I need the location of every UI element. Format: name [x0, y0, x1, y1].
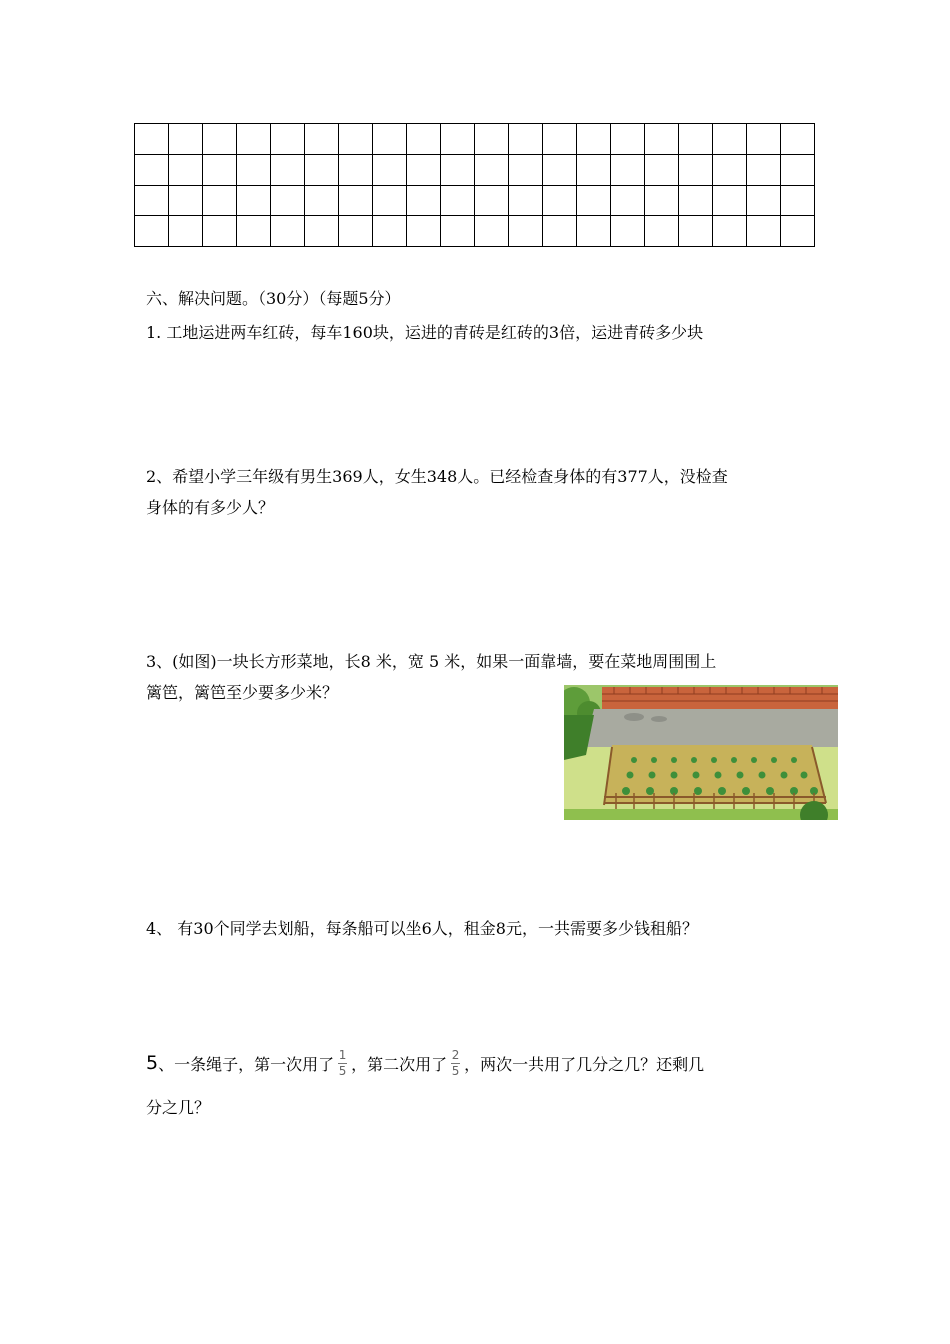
grid-cell [781, 154, 815, 185]
grid-cell [781, 185, 815, 216]
grid-cell [169, 185, 203, 216]
grid-cell [713, 216, 747, 247]
question-3-line-2: 篱笆，篱笆至少要多少米？ [146, 683, 339, 702]
grid-cell [441, 154, 475, 185]
grid-cell [611, 185, 645, 216]
grid-cell [679, 216, 713, 247]
vegetable-garden-illustration [564, 685, 838, 820]
grid-cell [747, 154, 781, 185]
grid-cell [577, 185, 611, 216]
question-5-line-1 [146, 1043, 704, 1083]
fraction-two-fifths [451, 1048, 460, 1079]
grid-cell [577, 124, 611, 155]
grid-cell [747, 185, 781, 216]
grid-cell [271, 216, 305, 247]
grid-cell [475, 124, 509, 155]
grid-cell [203, 185, 237, 216]
grid-cell [475, 154, 509, 185]
fraction-numerator: 1 [338, 1047, 347, 1062]
grid-cell [339, 216, 373, 247]
grid-cell [543, 154, 577, 185]
grid-cell [271, 124, 305, 155]
grid-cell [373, 216, 407, 247]
grid-cell [441, 124, 475, 155]
grid-row [135, 124, 815, 155]
grid-cell [169, 154, 203, 185]
grid-cell [135, 154, 169, 185]
grid-cell [271, 154, 305, 185]
grid-cell [441, 216, 475, 247]
grid-cell [509, 154, 543, 185]
grid-cell [407, 124, 441, 155]
grid-cell [611, 154, 645, 185]
grid-cell [645, 124, 679, 155]
question-5-text-part-2: ，第二次用了 [351, 1054, 448, 1074]
question-5-text-part-1: 、一条绳子，第一次用了 [158, 1054, 335, 1074]
grid-cell [373, 124, 407, 155]
grid-cell [237, 124, 271, 155]
grid-cell [203, 154, 237, 185]
grid-cell [679, 185, 713, 216]
grid-cell [509, 185, 543, 216]
grid-cell [407, 216, 441, 247]
grid-cell [747, 124, 781, 155]
grid-cell [611, 124, 645, 155]
grid-cell [407, 185, 441, 216]
grid-cell [543, 216, 577, 247]
grid-cell [203, 216, 237, 247]
grid-cell [645, 216, 679, 247]
answer-grid [134, 123, 815, 247]
grid-cell [305, 185, 339, 216]
grid-cell [781, 216, 815, 247]
fraction-denominator: 5 [451, 1063, 460, 1078]
grid-cell [169, 124, 203, 155]
grid-cell [713, 124, 747, 155]
grid-cell [713, 154, 747, 185]
grid-cell [747, 216, 781, 247]
grid-row [135, 216, 815, 247]
grid-cell [781, 124, 815, 155]
question-5-text-part-3: ，两次一共用了几分之几？还剩几 [464, 1054, 705, 1074]
grid-cell [135, 216, 169, 247]
grid-cell [543, 124, 577, 155]
fraction-numerator: 2 [451, 1047, 460, 1062]
question-1: 1. 工地运进两车红砖，每车160块，运进的青砖是红砖的3倍，运进青砖多少块 [146, 323, 704, 342]
fraction-one-fifth [338, 1048, 347, 1079]
grid-cell [713, 185, 747, 216]
grid-cell [679, 124, 713, 155]
grid-cell [679, 154, 713, 185]
grid-row [135, 154, 815, 185]
grid-cell [305, 216, 339, 247]
question-2-line-1: 2、希望小学三年级有男生369人，女生348人。已经检查身体的有377人，没检查 [146, 467, 728, 486]
grid-cell [543, 185, 577, 216]
grid-cell [305, 154, 339, 185]
grid-cell [169, 216, 203, 247]
grid-row [135, 185, 815, 216]
grid-cell [475, 185, 509, 216]
grid-cell [135, 124, 169, 155]
grid-cell [509, 124, 543, 155]
question-5-number: 5 [146, 1052, 159, 1074]
question-5-line-2: 分之几？ [146, 1098, 211, 1117]
section-heading: 六、解决问题。（30分）（每题5分） [146, 289, 401, 308]
grid-cell [441, 185, 475, 216]
grid-cell [237, 154, 271, 185]
grid-cell [577, 216, 611, 247]
grid-cell [203, 124, 237, 155]
grid-cell [645, 185, 679, 216]
grid-cell [407, 154, 441, 185]
grid-cell [645, 154, 679, 185]
question-4: 4、 有30个同学去划船，每条船可以坐6人，租金8元，一共需要多少钱租船？ [146, 919, 698, 938]
grid-cell [373, 154, 407, 185]
grid-cell [271, 185, 305, 216]
grid-cell [339, 124, 373, 155]
question-2-line-2: 身体的有多少人？ [146, 498, 275, 517]
grid-cell [577, 154, 611, 185]
question-3-line-1: 3、(如图)一块长方形菜地，长8 米，宽 5 米，如果一面靠墙，要在菜地周围围上 [146, 652, 717, 671]
grid-cell [237, 185, 271, 216]
grid-cell [339, 185, 373, 216]
grid-cell [237, 216, 271, 247]
grid-cell [305, 124, 339, 155]
grid-cell [339, 154, 373, 185]
grid-cell [509, 216, 543, 247]
grid-cell [373, 185, 407, 216]
grid-cell [135, 185, 169, 216]
grid-cell [475, 216, 509, 247]
grid-cell [611, 216, 645, 247]
fraction-denominator: 5 [338, 1063, 347, 1078]
